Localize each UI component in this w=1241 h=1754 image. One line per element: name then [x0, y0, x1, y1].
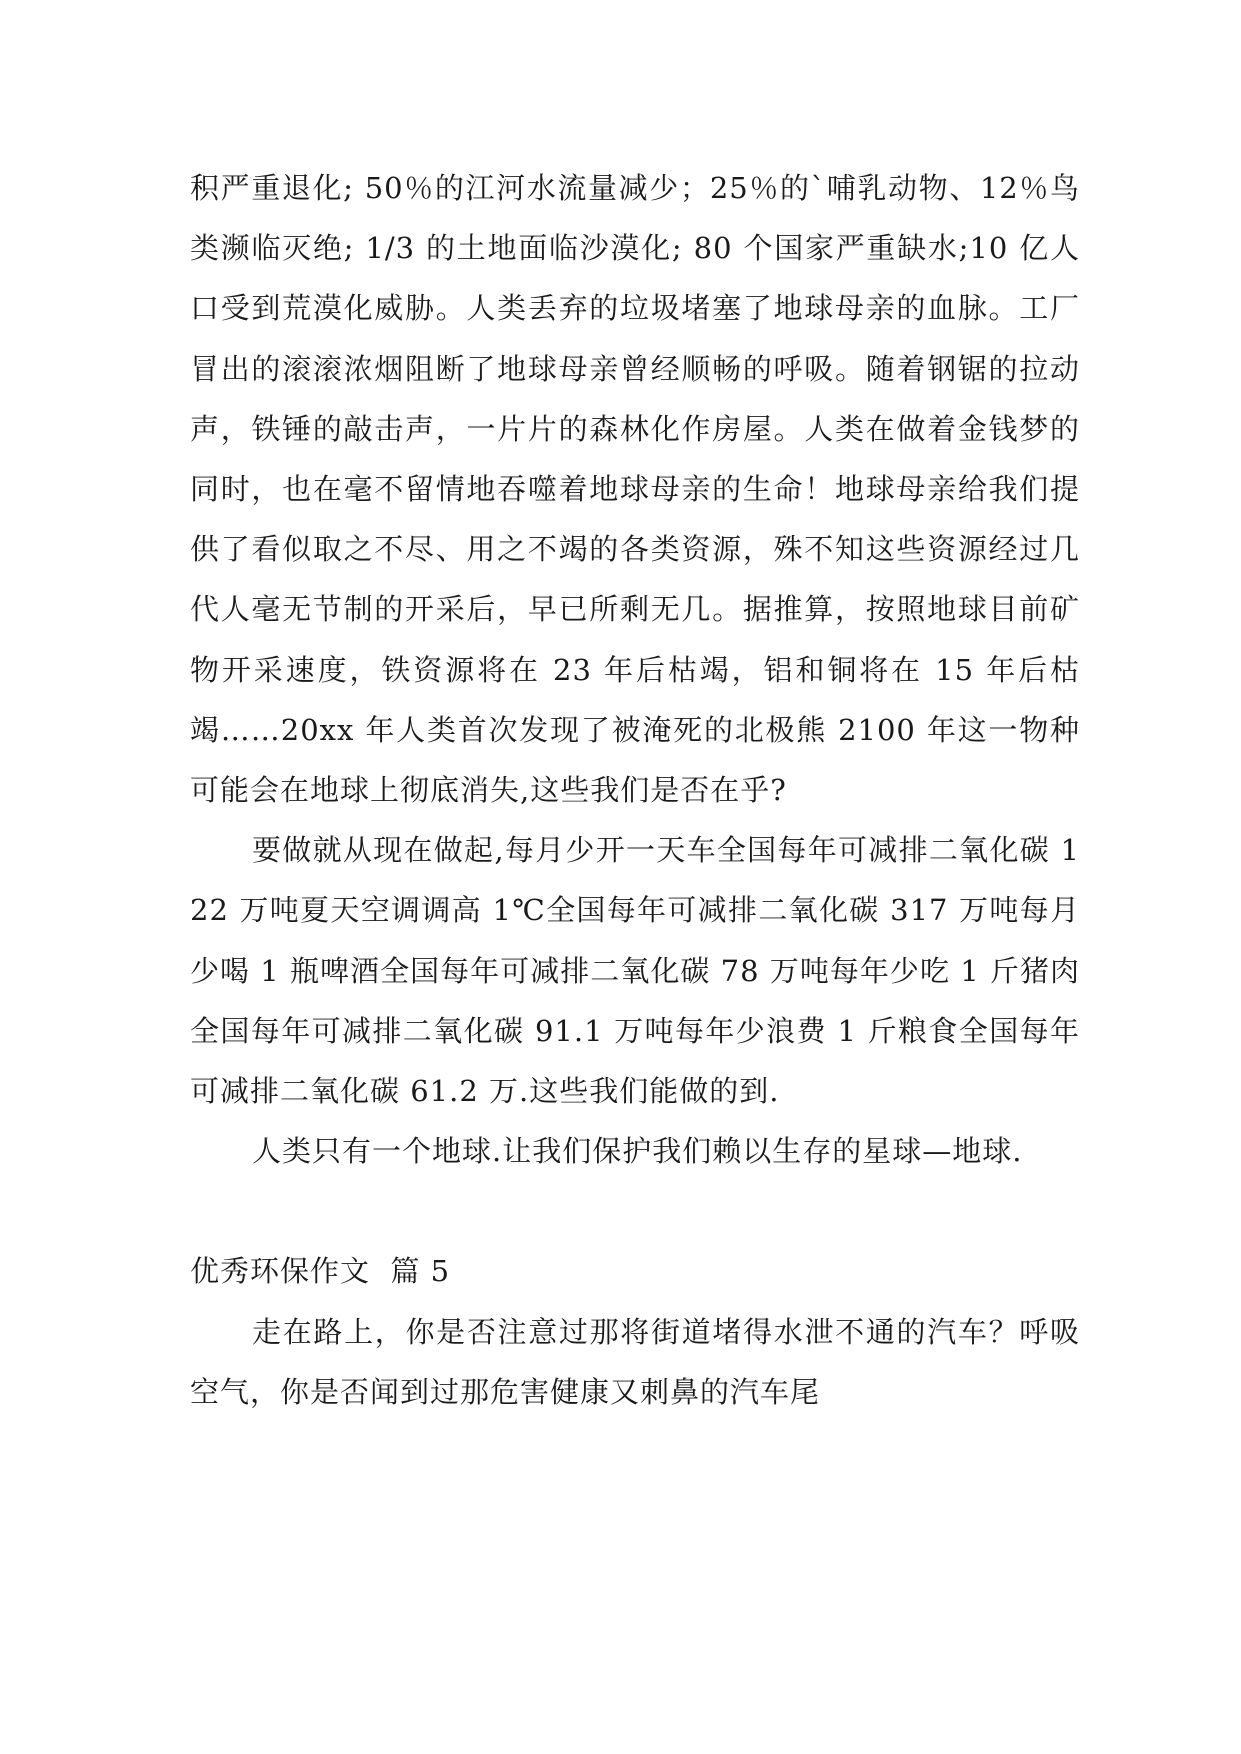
paragraph-emission-reduction: 要做就从现在做起,每月少开一天车全国每年可减排二氧化碳 122 万吨夏天空调调高 1℃全国每年可减排二氧化碳 317 万吨每月少喝 1 瓶啤酒全国每年可减排二氧化碳 78 万吨每年少吃 1 斤猪肉全国每年可减排二氧化碳 91.1 万吨每年少浪费 1 斤粮食全国每年可减排二氧化碳 61.2 万.这些我们能做的到. [190, 833, 1080, 1109]
document-body [190, 158, 1080, 1422]
section-heading: 优秀环保作文 篇 5 [190, 1254, 451, 1289]
paragraph-one-earth: 人类只有一个地球.让我们保护我们赖以生存的星球—地球. [252, 1134, 1023, 1169]
paragraph-environment-damage: 积严重退化; 50％的江河水流量减少；25％的`哺乳动物、12％鸟类濒临灭绝; 1/3 的土地面临沙漠化; 80 个国家严重缺水;10 亿人口受到荒漠化威胁。人类丢弃的垃圾堵塞了地球母亲的血脉。工厂冒出的滚滚浓烟阻断了地球母亲曾经顺畅的呼吸。随着钢锯的拉动声，铁锤的敲击声，一片片的森林化作房屋。人类在做着金钱梦的同时，也在毫不留情地吞噬着地球母亲的生命！地球母亲给我们提供了看似取之不尽、用之不竭的各类资源，殊不知这些资源经过几代人毫无节制的开采后，早已所剩无几。据推算，按照地球目前矿物开采速度，铁资源将在 23 年后枯竭，铝和铜将在 15 年后枯竭……20xx 年人类首次发现了被淹死的北极熊 2100 年这一物种可能会在地球上彻底消失,这些我们是否在乎? [190, 171, 1080, 808]
paragraph-walking-on-road: 走在路上，你是否注意过那将街道堵得水泄不通的汽车？呼吸空气，你是否闻到过那危害健康又刺鼻的汽车尾 [190, 1314, 1080, 1409]
